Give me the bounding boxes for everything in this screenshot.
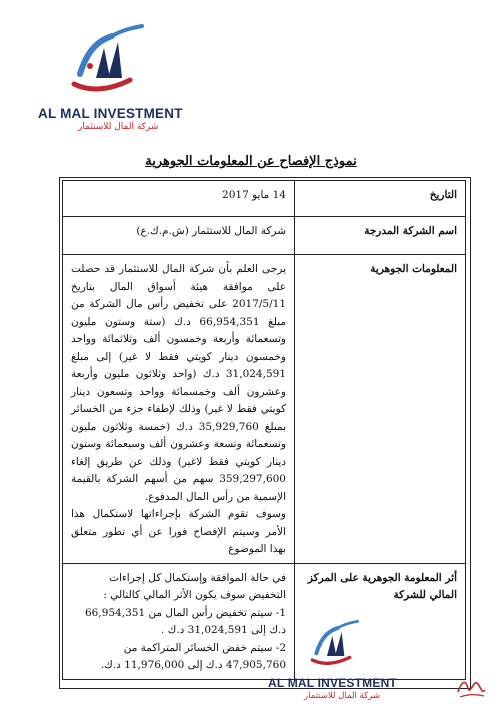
logo-mark-icon bbox=[303, 616, 363, 672]
brand-name-ar: شركة المال للاستثمار bbox=[78, 122, 159, 132]
row-value-company: شركة المال للاستثمار (ش.م.ك.ع) bbox=[63, 217, 295, 255]
row-label-material-info: المعلومات الجوهرية bbox=[295, 255, 466, 564]
impact-intro: في حالة الموافقة وإستكمال كل إجراءات التخفيض سوف يكون الأثر المالي كالتالي : bbox=[103, 571, 286, 601]
brand-name-en: AL MAL INVESTMENT bbox=[268, 676, 397, 690]
disclosure-table bbox=[62, 180, 466, 680]
table-row bbox=[63, 255, 466, 564]
document-title: نموذج الإفصاح عن المعلومات الجوهرية bbox=[145, 154, 357, 169]
material-info-followup: وسوف تقوم الشركة بإجراءاتها لاستكمال هذا الأمر وسيتم الإفصاح فورا عن أي تطور متعلق بهذا الموضوع bbox=[71, 508, 286, 555]
signature-icon bbox=[454, 672, 488, 702]
impact-item: 1- سيتم تخفيض رأس المال من 66,954,351 د.ك إلى 31,024,591 د.ك . bbox=[85, 606, 286, 636]
impact-item: 2- سيتم خفض الخسائر المتراكمة من 47,905,760 د.ك إلى 11,976,000 د.ك. bbox=[100, 641, 286, 671]
company-logo-footer bbox=[268, 616, 418, 701]
material-info-paragraph: يرجى العلم بأن شركة المال للاستثمار قد حصلت على موافقة هيئة أسواق المال بتاريخ 2017/5/11 على تخفيض رأس مال الشركة من مبلغ 66,954,351 د.ك (ستة وستون مليون وتسعمائة وأربعة وخمسون ألف وثلاثمائة وواحد وخمسون دينار كويتي فقط لا غير) إلى مبلغ 31,024,591 د.ك (واحد وثلاثون مليون وأربعة وعشرون ألف وخمسمائة وواحد وتسعون دينار كويتي فقط لا غير) وذلك لإطفاء جزء من الخسائر بمبلغ 35,929,760 د.ك (خمسة وثلاثون مليون وتسعمائة وتسعة وعشرون ألف وسبعمائة وستون دينار كويتي فقط لاغير) وذلك عن طريق إلغاء 359,297,600 سهم من أسهم الشركة بالقيمة الإسمية من رأس المال المدفوع. bbox=[71, 263, 286, 503]
table-row bbox=[63, 181, 466, 217]
table-row bbox=[63, 217, 466, 255]
row-label-company: اسم الشركة المدرجة bbox=[295, 217, 466, 255]
row-label-date: التاريخ bbox=[295, 181, 466, 217]
logo-mark-icon bbox=[60, 18, 150, 102]
row-value-financial-impact bbox=[63, 563, 295, 679]
row-label-financial-impact: أثر المعلومة الجوهرية على المركز المالي للشركة bbox=[295, 563, 466, 679]
brand-name-ar: شركة المال للاستثمار bbox=[304, 691, 380, 701]
row-value-material-info bbox=[63, 255, 295, 564]
row-value-date: 14 مايو 2017 bbox=[63, 181, 295, 217]
company-logo-header bbox=[38, 18, 188, 132]
brand-name-en: AL MAL INVESTMENT bbox=[38, 106, 183, 121]
